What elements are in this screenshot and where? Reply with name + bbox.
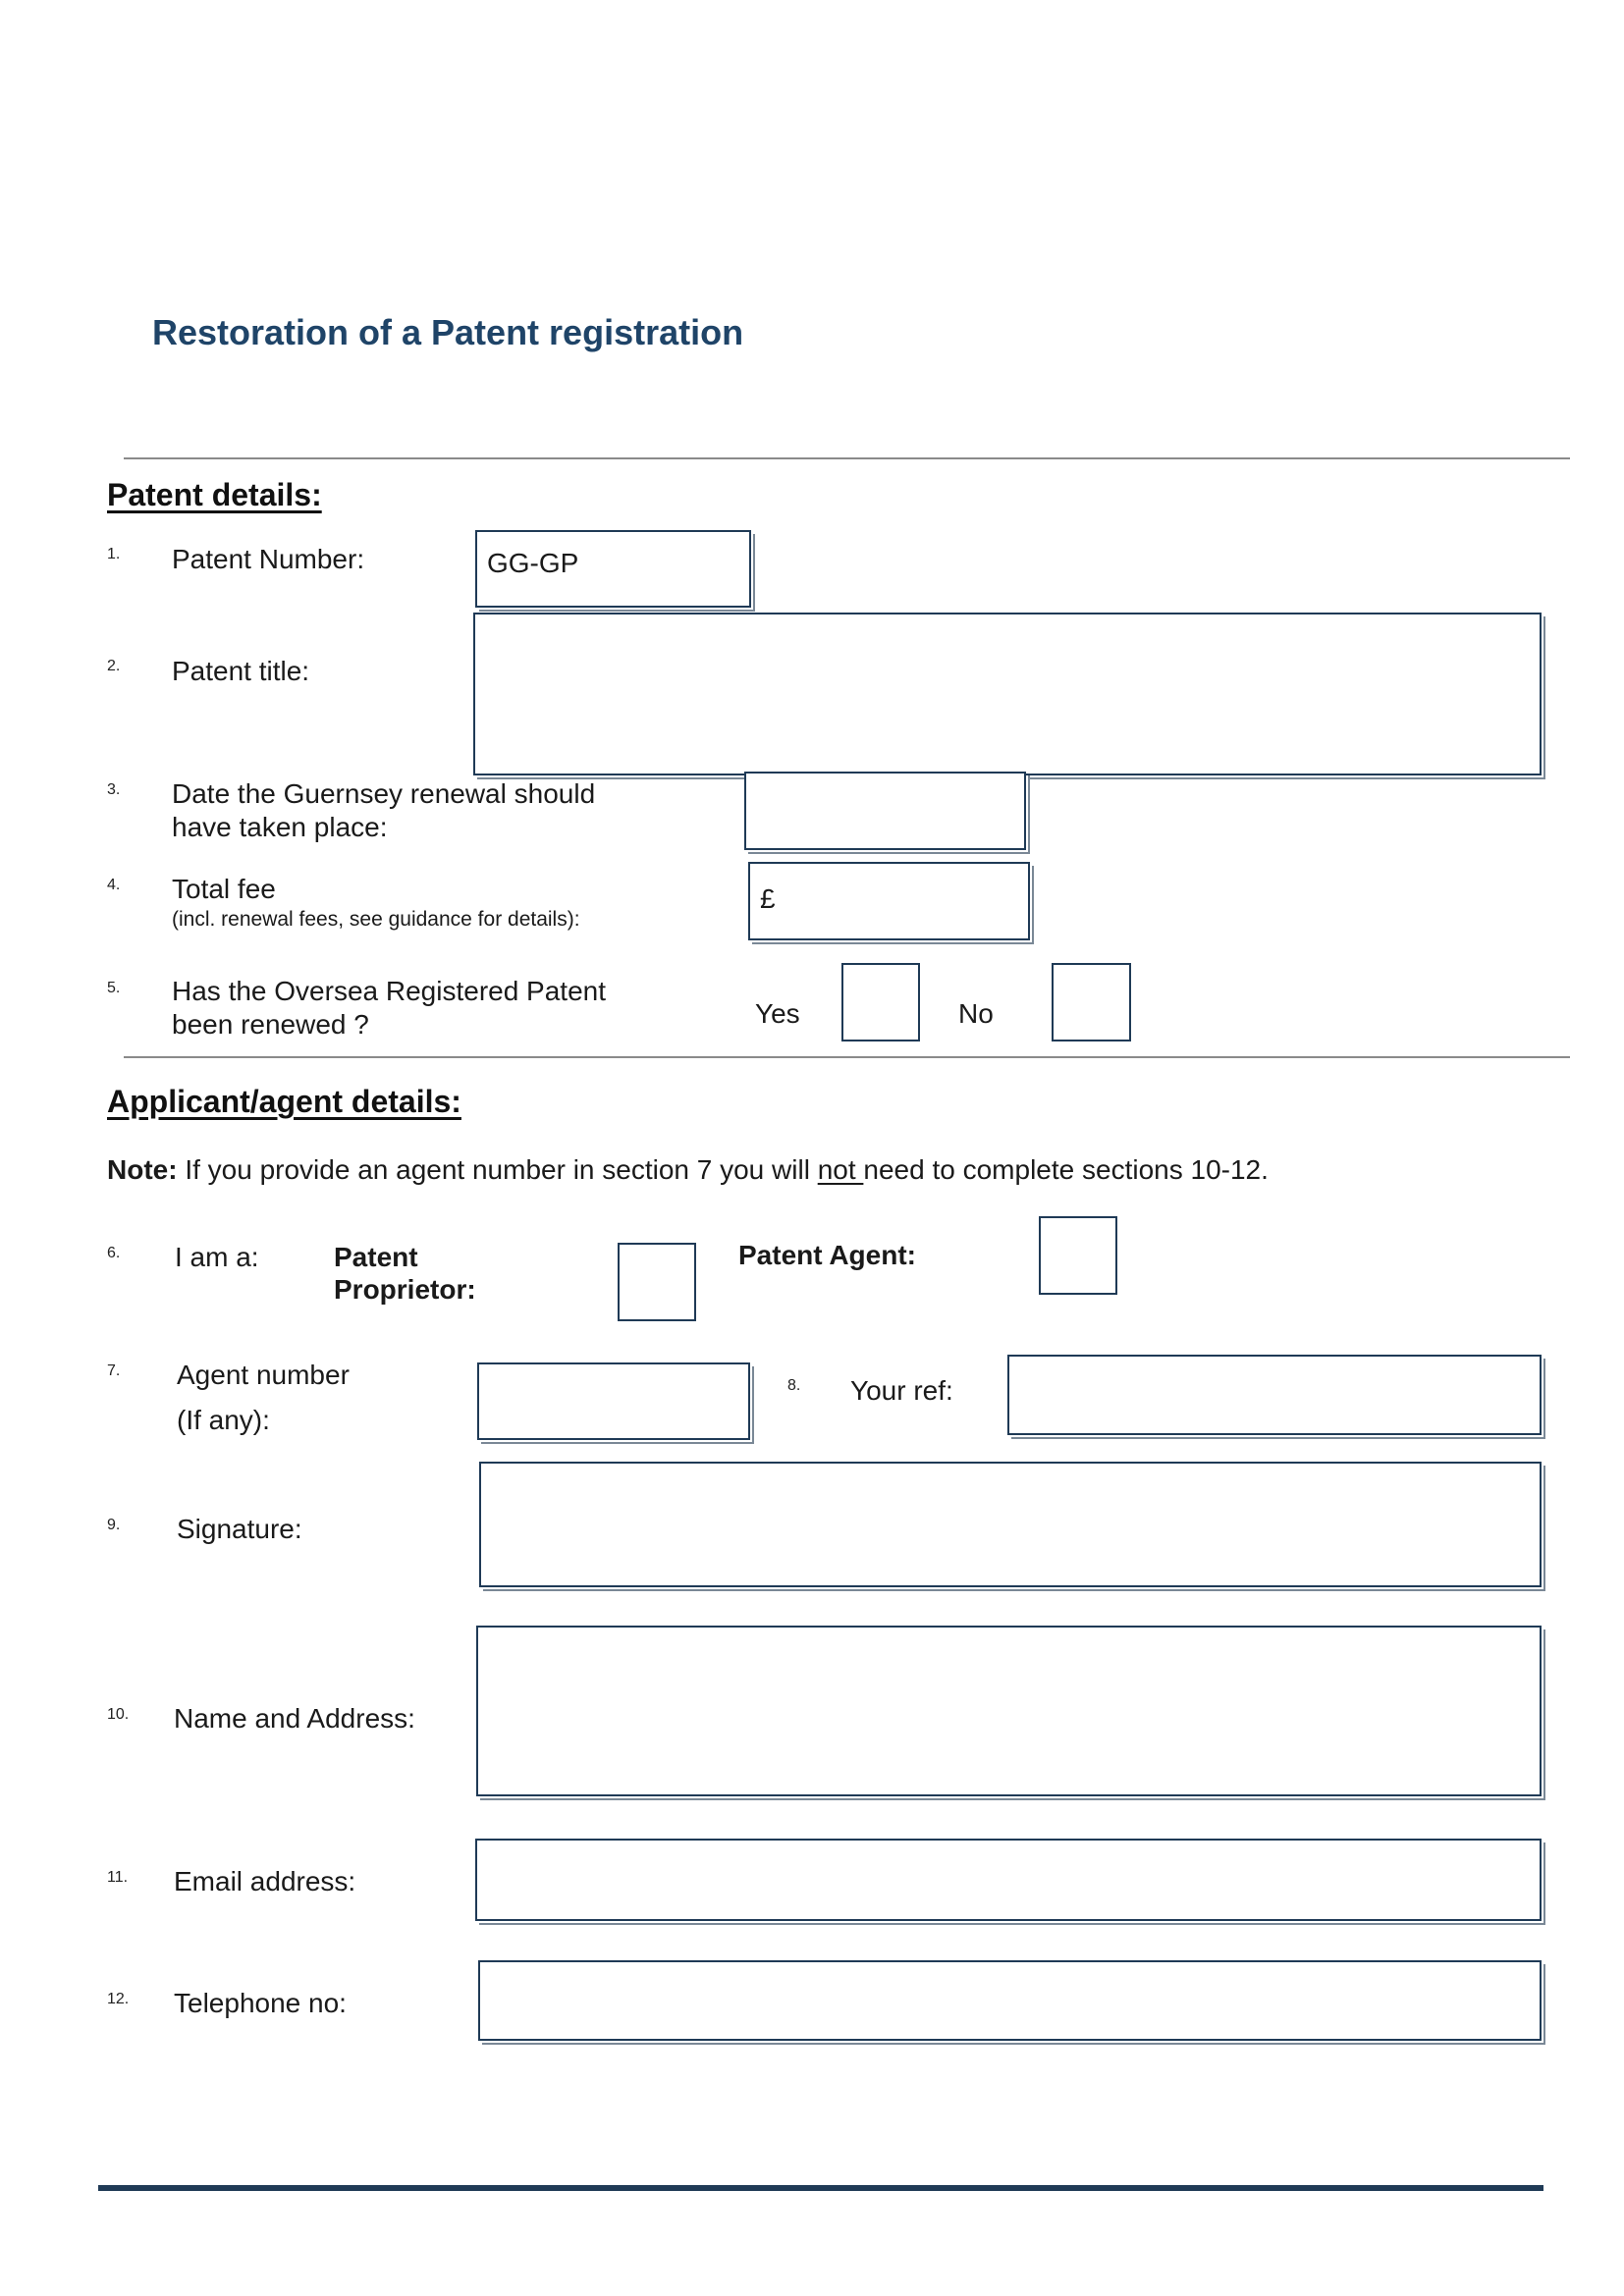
email-label: Email address: [174,1866,356,1896]
patent-title-field[interactable] [473,613,1542,775]
item-number-7: 7. [107,1362,121,1379]
agent-number-field[interactable] [477,1362,750,1440]
patent-number-label: Patent Number: [172,544,365,574]
oversea-renewed-label-line1: Has the Oversea Registered Patent [172,976,607,1006]
patent-details-heading: Patent details: [107,477,322,512]
no-label: No [958,998,994,1029]
your-ref-label: Your ref: [850,1375,953,1406]
name-address-label: Name and Address: [174,1703,415,1734]
applicant-note [107,1154,1269,1186]
note-label: Note: [107,1154,178,1185]
page-title: Restoration of a Patent registration [152,312,744,352]
total-fee-field[interactable]: £ [748,862,1030,940]
item-number-4: 4. [107,877,121,893]
oversea-renewed-label-line2: been renewed ? [172,1009,369,1040]
telephone-field[interactable] [478,1960,1542,2041]
item-number-2: 2. [107,658,121,674]
patent-title-label: Patent title: [172,656,310,686]
yes-label: Yes [755,998,800,1029]
yes-checkbox[interactable] [841,963,920,1041]
signature-label: Signature: [177,1514,302,1544]
section-divider [124,457,1570,459]
section-divider [124,1056,1570,1058]
email-field[interactable] [475,1839,1542,1921]
your-ref-field[interactable] [1007,1355,1542,1435]
note-text-underlined: not [817,1154,864,1185]
total-fee-sublabel: (incl. renewal fees, see guidance for details): [172,908,580,931]
patent-number-field[interactable]: GG-GP [475,530,751,608]
patent-proprietor-checkbox[interactable] [618,1243,696,1321]
footer-rule [98,2185,1543,2191]
item-number-12: 12. [107,1991,130,2007]
i-am-a-label: I am a: [175,1242,259,1272]
item-number-9: 9. [107,1517,121,1533]
agent-number-label-line1: Agent number [177,1360,350,1390]
patent-agent-checkbox[interactable] [1039,1216,1117,1295]
applicant-details-heading: Applicant/agent details: [107,1084,461,1119]
telephone-label: Telephone no: [174,1988,347,2018]
renewal-date-label-line2: have taken place: [172,812,388,842]
item-number-3: 3. [107,781,121,798]
patent-agent-label: Patent Agent: [738,1240,916,1270]
name-address-field[interactable] [476,1626,1542,1796]
renewal-date-label-line1: Date the Guernsey renewal should [172,778,596,809]
item-number-6: 6. [107,1245,121,1261]
item-number-8: 8. [787,1377,801,1394]
patent-proprietor-label-line1: Patent [334,1242,418,1272]
signature-field[interactable] [479,1462,1542,1587]
note-text-after: need to complete sections 10-12. [863,1154,1269,1185]
agent-number-label-line2: (If any): [177,1405,270,1435]
total-fee-label: Total fee [172,874,276,904]
item-number-10: 10. [107,1706,130,1723]
note-text-before: If you provide an agent number in section 7 you will [177,1154,818,1185]
no-checkbox[interactable] [1052,963,1131,1041]
item-number-11: 11. [107,1869,129,1886]
patent-proprietor-label-line2: Proprietor: [334,1274,476,1305]
renewal-date-field[interactable] [744,772,1026,850]
item-number-1: 1. [107,546,121,562]
item-number-5: 5. [107,980,121,996]
